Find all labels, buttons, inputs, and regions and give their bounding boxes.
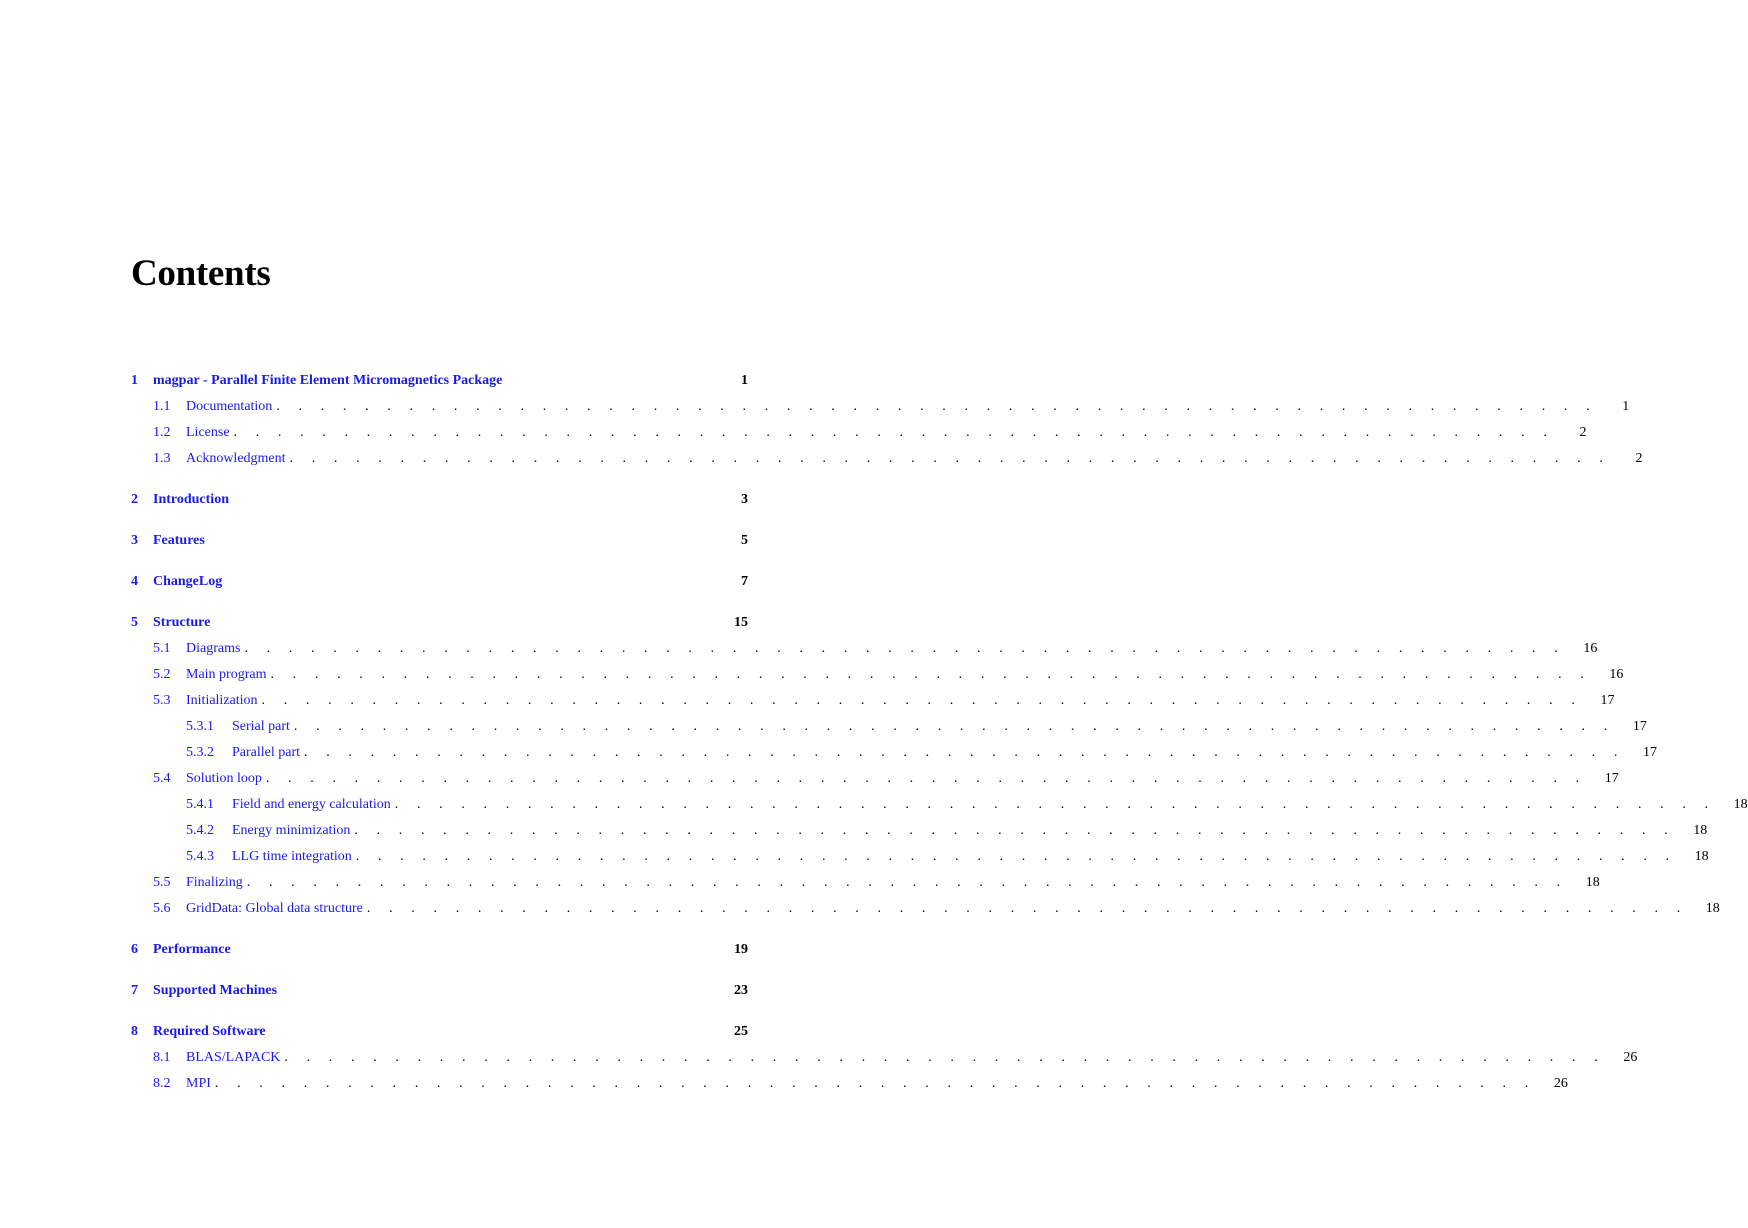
toc-entry-page-number: 26: [1553, 1076, 1568, 1091]
toc-chapter-entry[interactable]: [131, 368, 748, 394]
toc-entry-title-link[interactable]: Supported Machines: [153, 983, 278, 998]
toc-entry-page-number: 1: [1622, 399, 1630, 414]
toc-entry-title-link[interactable]: LLG time integration: [232, 849, 352, 864]
toc-entry-title-link[interactable]: Field and energy calculation: [232, 797, 391, 812]
toc-entry-page-number: 18: [1585, 875, 1600, 890]
toc-entry-number[interactable]: 5.3: [153, 693, 171, 708]
toc-entry-number[interactable]: 5.1: [153, 641, 171, 656]
toc-chapter-entry[interactable]: [131, 610, 748, 636]
toc-entry-title-link[interactable]: Finalizing: [186, 875, 243, 890]
toc-section-entry[interactable]: [131, 446, 1643, 472]
toc-entry-page-number: 17: [1632, 719, 1647, 734]
toc-subsection-entry[interactable]: [131, 818, 1708, 844]
dot-leader: . . . . . . . . . . . . . . . . . . . . . . . . . . . . . . . . . . . . . . . . . . . . . . . . . . . . . . . . . . . .: [270, 667, 1592, 682]
toc-chapter-entry[interactable]: [131, 1019, 748, 1045]
toc-entry-number[interactable]: 1: [131, 373, 138, 388]
toc-subsection-entry[interactable]: [131, 792, 1748, 818]
dot-leader: . . . . . . . . . . . . . . . . . . . . . . . . . . . . . . . . . . . . . . . . . . . . . . . . . . . . . . . . . . . .: [284, 1050, 1606, 1065]
toc-entry-title-link[interactable]: Initialization: [186, 693, 258, 708]
toc-entry-number[interactable]: 2: [131, 492, 138, 507]
dot-leader: . . . . . . . . . . . . . . . . . . . . . . . . . . . . . . . . . . . . . . . . . . . . . . . . . . . . . . . . . . . .: [233, 425, 1555, 440]
toc-entry-title-link[interactable]: Introduction: [153, 492, 229, 507]
toc-entry-page-number: 1: [741, 373, 748, 388]
toc-entry-number[interactable]: 5.4.1: [186, 797, 214, 812]
toc-entry-page-number: 18: [1705, 901, 1720, 916]
toc-entry-title-link[interactable]: Solution loop: [186, 771, 262, 786]
toc-entry-title-link[interactable]: Serial part: [232, 719, 290, 734]
toc-entry-title-link[interactable]: Required Software: [153, 1024, 266, 1039]
toc-entry-number[interactable]: 1.3: [153, 451, 171, 466]
toc-section-entry[interactable]: [131, 662, 1624, 688]
dot-leader: . . . . . . . . . . . . . . . . . . . . . . . . . . . . . . . . . . . . . . . . . . . . . . . . . . . . . . . . . . . .: [355, 849, 1677, 864]
dot-leader: . . . . . . . . . . . . . . . . . . . . . . . . . . . . . . . . . . . . . . . . . . . . . . . . . . . . . . . . . . . .: [246, 875, 1568, 890]
toc-entry-number[interactable]: 8: [131, 1024, 138, 1039]
dot-leader: . . . . . . . . . . . . . . . . . . . . . . . . . . . . . . . . . . . . . . . . . . . . . . . . . . . . . . . . . . . .: [265, 771, 1587, 786]
dot-leader: . . . . . . . . . . . . . . . . . . . . . . . . . . . . . . . . . . . . . . . . . . . . . . . . . . . . . . . . . . . .: [366, 901, 1688, 916]
toc-entry-title-link[interactable]: magpar - Parallel Finite Element Micromagnetics Package: [153, 373, 503, 388]
toc-entry-title-link[interactable]: Acknowledgment: [186, 451, 286, 466]
toc-entry-number[interactable]: 5.5: [153, 875, 171, 890]
page-title: Contents: [131, 253, 271, 294]
toc-entry-number[interactable]: 1.2: [153, 425, 171, 440]
toc-entry-page-number: 16: [1583, 641, 1598, 656]
toc-entry-page-number: 18: [1693, 823, 1708, 838]
toc-entry-number[interactable]: 1.1: [153, 399, 171, 414]
toc-entry-number[interactable]: 5.6: [153, 901, 171, 916]
toc-entry-title-link[interactable]: ChangeLog: [153, 574, 223, 589]
toc-subsection-entry[interactable]: [131, 740, 1657, 766]
toc-entry-title-link[interactable]: GridData: Global data structure: [186, 901, 363, 916]
toc-entry-title-link[interactable]: BLAS/LAPACK: [186, 1050, 281, 1065]
toc-entry-number[interactable]: 7: [131, 983, 138, 998]
dot-leader: . . . . . . . . . . . . . . . . . . . . . . . . . . . . . . . . . . . . . . . . . . . . . . . . . . . . . . . . . . . .: [244, 641, 1566, 656]
toc-entry-page-number: 18: [1694, 849, 1709, 864]
toc-entry-page-number: 17: [1604, 771, 1619, 786]
toc-chapter-entry[interactable]: [131, 487, 748, 513]
dot-leader: . . . . . . . . . . . . . . . . . . . . . . . . . . . . . . . . . . . . . . . . . . . . . . . . . . . . . . . . . . . .: [304, 745, 1625, 760]
toc-entry-title-link[interactable]: Parallel part: [232, 745, 301, 760]
toc-entry-page-number: 18: [1733, 797, 1748, 812]
toc-section-entry[interactable]: [131, 636, 1598, 662]
toc-entry-page-number: 15: [734, 615, 748, 630]
toc-entry-number[interactable]: 5.3.1: [186, 719, 214, 734]
toc-entry-page-number: 17: [1600, 693, 1615, 708]
toc-entry-number[interactable]: 5.3.2: [186, 745, 214, 760]
toc-entry-page-number: 26: [1623, 1050, 1638, 1065]
toc-entry-page-number: 16: [1609, 667, 1624, 682]
toc-entry-number[interactable]: 6: [131, 942, 138, 957]
toc-entry-number[interactable]: 8.1: [153, 1050, 171, 1065]
toc-entry-title-link[interactable]: Main program: [186, 667, 267, 682]
toc-entry-page-number: 2: [1635, 451, 1643, 466]
dot-leader: . . . . . . . . . . . . . . . . . . . . . . . . . . . . . . . . . . . . . . . . . . . . . . . . . . . . . . . . . . . .: [289, 451, 1611, 466]
dot-leader: . . . . . . . . . . . . . . . . . . . . . . . . . . . . . . . . . . . . . . . . . . . . . . . . . . . . . . . . . . . .: [293, 719, 1615, 734]
toc-entry-number[interactable]: 8.2: [153, 1076, 171, 1091]
toc-entry-title-link[interactable]: Diagrams: [186, 641, 241, 656]
toc-entry-page-number: 19: [734, 942, 748, 957]
toc-section-entry[interactable]: [131, 870, 1600, 896]
toc-entry-page-number: 25: [734, 1024, 748, 1039]
toc-entry-page-number: 23: [734, 983, 748, 998]
toc-entry-title-link[interactable]: Features: [153, 533, 205, 548]
toc-subsection-entry[interactable]: [131, 714, 1647, 740]
dot-leader: . . . . . . . . . . . . . . . . . . . . . . . . . . . . . . . . . . . . . . . . . . . . . . . . . . . . . . . . . . . .: [276, 399, 1598, 414]
toc-entry-number[interactable]: 3: [131, 533, 138, 548]
toc-entry-number[interactable]: 5.4.2: [186, 823, 214, 838]
toc-chapter-entry[interactable]: [131, 937, 748, 963]
toc-entry-title-link[interactable]: Energy minimization: [232, 823, 351, 838]
toc-entry-title-link[interactable]: Structure: [153, 615, 211, 630]
toc-entry-page-number: 5: [741, 533, 748, 548]
toc-subsection-entry[interactable]: [131, 844, 1709, 870]
toc-entry-number[interactable]: 5.4: [153, 771, 171, 786]
toc-entry-page-number: 17: [1642, 745, 1657, 760]
toc-entry-number[interactable]: 4: [131, 574, 138, 589]
toc-entry-title-link[interactable]: Documentation: [186, 399, 273, 414]
toc-chapter-entry[interactable]: [131, 528, 748, 554]
toc-entry-number[interactable]: 5.4.3: [186, 849, 214, 864]
toc-section-entry[interactable]: [131, 1071, 1568, 1097]
toc-entry-title-link[interactable]: MPI: [186, 1076, 211, 1091]
toc-chapter-entry[interactable]: [131, 569, 748, 595]
dot-leader: . . . . . . . . . . . . . . . . . . . . . . . . . . . . . . . . . . . . . . . . . . . . . . . . . . . . . . . . . . . .: [394, 797, 1716, 812]
dot-leader: . . . . . . . . . . . . . . . . . . . . . . . . . . . . . . . . . . . . . . . . . . . . . . . . . . . . . . . . . . . .: [261, 693, 1583, 708]
dot-leader: . . . . . . . . . . . . . . . . . . . . . . . . . . . . . . . . . . . . . . . . . . . . . . . . . . . . . . . . . . . .: [214, 1076, 1536, 1091]
toc-section-entry[interactable]: [131, 420, 1587, 446]
table-of-contents: [131, 368, 1748, 1097]
toc-section-entry[interactable]: [131, 688, 1615, 714]
toc-entry-page-number: 2: [1579, 425, 1587, 440]
toc-entry-page-number: 7: [741, 574, 748, 589]
toc-section-entry[interactable]: [131, 896, 1720, 922]
toc-entry-page-number: 3: [741, 492, 748, 507]
toc-entry-title-link[interactable]: License: [186, 425, 230, 440]
toc-section-entry[interactable]: [131, 394, 1630, 420]
toc-section-entry[interactable]: [131, 1045, 1638, 1071]
toc-entry-title-link[interactable]: Performance: [153, 942, 231, 957]
toc-entry-number[interactable]: 5: [131, 615, 138, 630]
dot-leader: . . . . . . . . . . . . . . . . . . . . . . . . . . . . . . . . . . . . . . . . . . . . . . . . . . . . . . . . . . . .: [354, 823, 1676, 838]
toc-entry-number[interactable]: 5.2: [153, 667, 171, 682]
toc-chapter-entry[interactable]: [131, 978, 748, 1004]
toc-section-entry[interactable]: [131, 766, 1619, 792]
